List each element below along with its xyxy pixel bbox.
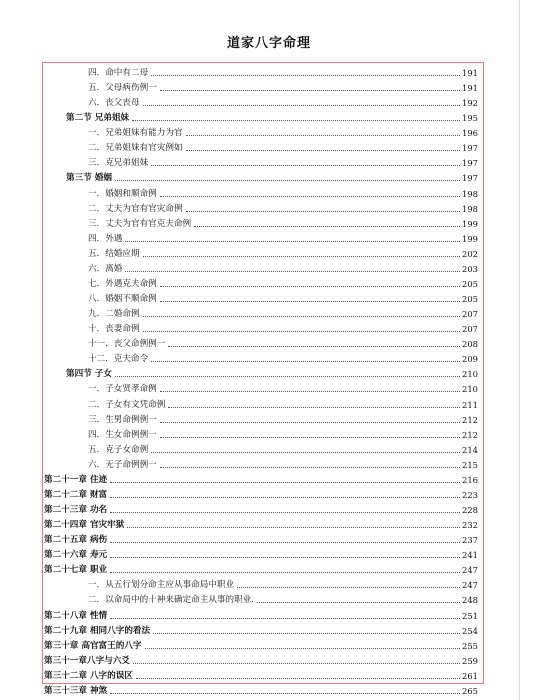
toc-leader-dots: [110, 572, 460, 573]
toc-entry-title: 第三十三章 神煞: [44, 685, 108, 696]
toc-entry-title: 六．无子命例例一: [88, 459, 157, 470]
toc-page-number: 247: [462, 580, 478, 591]
toc-entry-title: 第四节 子女: [66, 369, 112, 380]
toc-leader-dots: [115, 180, 460, 181]
toc-entry[interactable]: [88, 412, 478, 426]
toc-page-number: 202: [462, 248, 478, 259]
toc-entry-title: 五．父母病伤例一: [88, 83, 157, 94]
toc-entry-title: 第二十四章 官灾牢狱: [44, 520, 125, 531]
toc-leader-dots: [160, 467, 460, 468]
toc-entry-title: 九．二婚命例: [88, 309, 140, 320]
toc-page-number: 211: [462, 399, 478, 410]
toc-leader-dots: [153, 633, 460, 634]
toc-page-number: 248: [462, 595, 478, 606]
toc-entry[interactable]: [88, 276, 478, 290]
toc-page-number: 192: [462, 98, 478, 109]
toc-entry-title: 第二十六章 寿元: [44, 550, 108, 561]
toc-entry[interactable]: [88, 577, 478, 591]
toc-entry[interactable]: [88, 351, 478, 365]
toc-leader-dots: [151, 361, 460, 362]
toc-entry[interactable]: [44, 472, 478, 486]
toc-entry[interactable]: [44, 638, 478, 652]
toc-entry-title: 第二十二章 财富: [44, 489, 108, 500]
toc-entry-title: 第三节 婚姻: [66, 173, 112, 184]
toc-page-number: 198: [462, 203, 478, 214]
toc-entry[interactable]: [88, 231, 478, 245]
toc-leader-dots: [127, 527, 460, 528]
toc-page-number: 205: [462, 278, 478, 289]
toc-entry-title: 第三十一章八字与六爻: [44, 655, 130, 666]
toc-page-number: 205: [462, 294, 478, 305]
toc-page-number: 207: [462, 324, 478, 335]
toc-entry-title: 十二．克夫命令: [88, 354, 149, 365]
toc-page-number: 237: [462, 535, 478, 546]
toc-entry[interactable]: [88, 261, 478, 275]
toc-page-number: 195: [462, 113, 478, 124]
toc-entry-title: 一．兄弟姐妹有能力为官: [88, 128, 183, 139]
toc-leader-dots: [110, 693, 460, 694]
toc-entry-title: 四．生女命例例一: [88, 429, 157, 440]
toc-entry[interactable]: [44, 547, 478, 561]
toc-page-number: 197: [462, 173, 478, 184]
toc-entry-title: 第二十一章 住迹: [44, 474, 108, 485]
toc-entry[interactable]: [44, 562, 478, 576]
toc-page-number: 241: [462, 550, 478, 561]
toc-entry-title: 二．子女有文凭命例: [88, 399, 166, 410]
toc-leader-dots: [110, 497, 460, 498]
toc-leader-dots: [160, 90, 460, 91]
toc-leader-dots: [110, 618, 460, 619]
toc-entry[interactable]: [88, 80, 478, 94]
toc-entry[interactable]: [44, 532, 478, 546]
toc-entry-title: 第二十三章 功名: [44, 505, 108, 516]
toc-leader-dots: [145, 648, 460, 649]
toc-page-number: 255: [462, 640, 478, 651]
toc-page-number: 191: [462, 83, 478, 94]
toc-entry-title: 第二十七章 职业: [44, 565, 108, 576]
toc-leader-dots: [194, 226, 460, 227]
toc-leader-dots: [151, 452, 460, 453]
toc-page-number: 259: [462, 655, 478, 666]
toc-page-number: 203: [462, 263, 478, 274]
toc-leader-dots: [133, 663, 460, 664]
toc-page-number: 247: [462, 565, 478, 576]
toc-page-number: 251: [462, 610, 478, 621]
toc-entry-title: 五．结婚应期: [88, 248, 140, 259]
toc-entry[interactable]: [44, 608, 478, 622]
toc-page-number: 209: [462, 354, 478, 365]
toc-entry[interactable]: [66, 110, 478, 124]
toc-entry[interactable]: [88, 381, 478, 395]
toc-entry[interactable]: [44, 502, 478, 516]
toc-page-number: 210: [462, 369, 478, 380]
toc-leader-dots: [136, 678, 460, 679]
toc-entry[interactable]: [88, 397, 478, 411]
toc-entry-title: 第三十章 高官富王的八字: [44, 640, 142, 651]
toc-leader-dots: [160, 196, 460, 197]
toc-leader-dots: [132, 120, 460, 121]
toc-entry-title: 六．离婚: [88, 263, 123, 274]
toc-entry-title: 第二十五章 病伤: [44, 535, 108, 546]
toc-leader-dots: [151, 165, 460, 166]
toc-page-number: 191: [462, 68, 478, 78]
toc-leader-dots: [160, 391, 460, 392]
page-title: 道家八字命理: [226, 36, 311, 51]
toc-entry-title: 三．克兄弟姐妹: [88, 158, 149, 169]
toc-leader-dots: [143, 316, 460, 317]
toc-page-number: 196: [462, 128, 478, 139]
toc-entry[interactable]: [88, 427, 478, 441]
toc-entry[interactable]: [88, 246, 478, 260]
toc-page-number: 212: [462, 429, 478, 440]
toc-entry[interactable]: [44, 668, 478, 682]
toc-page-number: 207: [462, 309, 478, 320]
toc-entry[interactable]: [88, 65, 478, 79]
toc-entry-title: 四．命中有二母: [88, 68, 149, 78]
toc-leader-dots: [237, 587, 460, 588]
toc-page-number: 216: [462, 474, 478, 485]
toc-entry-title: 第二十八章 性情: [44, 610, 108, 621]
toc-page-number: 228: [462, 505, 478, 516]
toc-page-number: 254: [462, 625, 478, 636]
page-edge-line: [519, 0, 520, 700]
toc-entry[interactable]: [88, 216, 478, 230]
toc-leader-dots: [257, 602, 460, 603]
toc-entry-title: 四．外遇: [88, 233, 123, 244]
toc-entry[interactable]: [88, 125, 478, 139]
toc-page-number: 197: [462, 143, 478, 154]
toc-leader-dots: [168, 346, 460, 347]
toc-entry-title: 二．兄弟姐妹有官灾例如: [88, 143, 183, 154]
toc-leader-dots: [115, 376, 460, 377]
toc-leader-dots: [160, 422, 460, 423]
toc-entry-title: 五．克子女命例: [88, 444, 149, 455]
toc-page-number: 198: [462, 188, 478, 199]
toc-entry[interactable]: [88, 321, 478, 335]
toc-entry-title: 八．婚姻不顺命例: [88, 294, 157, 305]
toc-entry[interactable]: [88, 155, 478, 169]
toc-entry-title: 三．丈夫为官有官克夫命例: [88, 218, 192, 229]
toc-entry[interactable]: [88, 186, 478, 200]
toc-page-number: 199: [462, 218, 478, 229]
toc-leader-dots: [125, 271, 460, 272]
toc-entry[interactable]: [44, 623, 478, 637]
toc-entry-title: 一．从五行划分命主应从事命局中职业: [88, 580, 235, 591]
toc-page-number: 214: [462, 444, 478, 455]
toc-entry-title: 第二节 兄弟姐妹: [66, 113, 130, 124]
toc-entry-title: 六．丧父丧母: [88, 98, 140, 109]
toc-leader-dots: [110, 512, 460, 513]
toc-page-number: 212: [462, 414, 478, 425]
toc-leader-dots: [110, 557, 460, 558]
toc-entry-title: 二．丈夫为官有官灾命例: [88, 203, 183, 214]
toc-entry-title: 一．子女贤孝命例: [88, 384, 157, 395]
toc-entry[interactable]: [88, 140, 478, 154]
toc-page-number: 223: [462, 489, 478, 500]
toc-page-number: 199: [462, 233, 478, 244]
toc-page-number: 265: [462, 685, 478, 696]
toc-leader-dots: [186, 150, 460, 151]
toc-entry[interactable]: [88, 592, 478, 606]
toc-leader-dots: [143, 105, 460, 106]
toc-entry[interactable]: [44, 653, 478, 667]
toc-leader-dots: [186, 135, 460, 136]
toc-entry[interactable]: [88, 457, 478, 471]
toc-entry[interactable]: [88, 336, 478, 350]
toc-entry[interactable]: [44, 487, 478, 501]
toc-entry-title: 第二十九章 相同八字的看法: [44, 625, 151, 636]
toc-page-number: 261: [462, 670, 478, 681]
toc-page-number: 208: [462, 339, 478, 350]
toc-leader-dots: [160, 301, 460, 302]
toc-leader-dots: [143, 331, 460, 332]
toc-page-number: 210: [462, 384, 478, 395]
toc-entry[interactable]: [66, 170, 478, 184]
toc-entry-title: 七．外遇克夫命例: [88, 278, 157, 289]
toc-leader-dots: [125, 241, 460, 242]
toc-entry-title: 一．婚姻和顺命例: [88, 188, 157, 199]
toc-entry-title: 二．以命局中的十神来确定命主从事的职业.: [88, 595, 255, 606]
toc-entry-title: 十．丧妻命例: [88, 324, 140, 335]
toc-leader-dots: [151, 75, 460, 76]
toc-entry[interactable]: [88, 306, 478, 320]
toc-leader-dots: [160, 437, 460, 438]
toc-page-number: 197: [462, 158, 478, 169]
toc-leader-dots: [110, 482, 460, 483]
toc-entry[interactable]: [88, 442, 478, 456]
toc-leader-dots: [186, 211, 460, 212]
toc-entry-title: 三．生男命例例一: [88, 414, 157, 425]
toc-entry[interactable]: [44, 517, 478, 531]
toc-entry[interactable]: [88, 95, 478, 109]
toc-entry[interactable]: [88, 291, 478, 305]
toc-entry-title: 十一．丧父命例例一: [88, 339, 166, 350]
toc-entry[interactable]: [66, 366, 478, 380]
toc-leader-dots: [110, 542, 460, 543]
toc-entry-title: 第三十二章 八字的误区: [44, 670, 133, 681]
toc-entry[interactable]: [88, 201, 478, 215]
toc-leader-dots: [168, 407, 460, 408]
toc-entry[interactable]: [44, 683, 478, 697]
toc-page-number: 232: [462, 520, 478, 531]
toc-leader-dots: [143, 256, 460, 257]
toc-leader-dots: [160, 286, 460, 287]
toc-page-number: 215: [462, 459, 478, 470]
